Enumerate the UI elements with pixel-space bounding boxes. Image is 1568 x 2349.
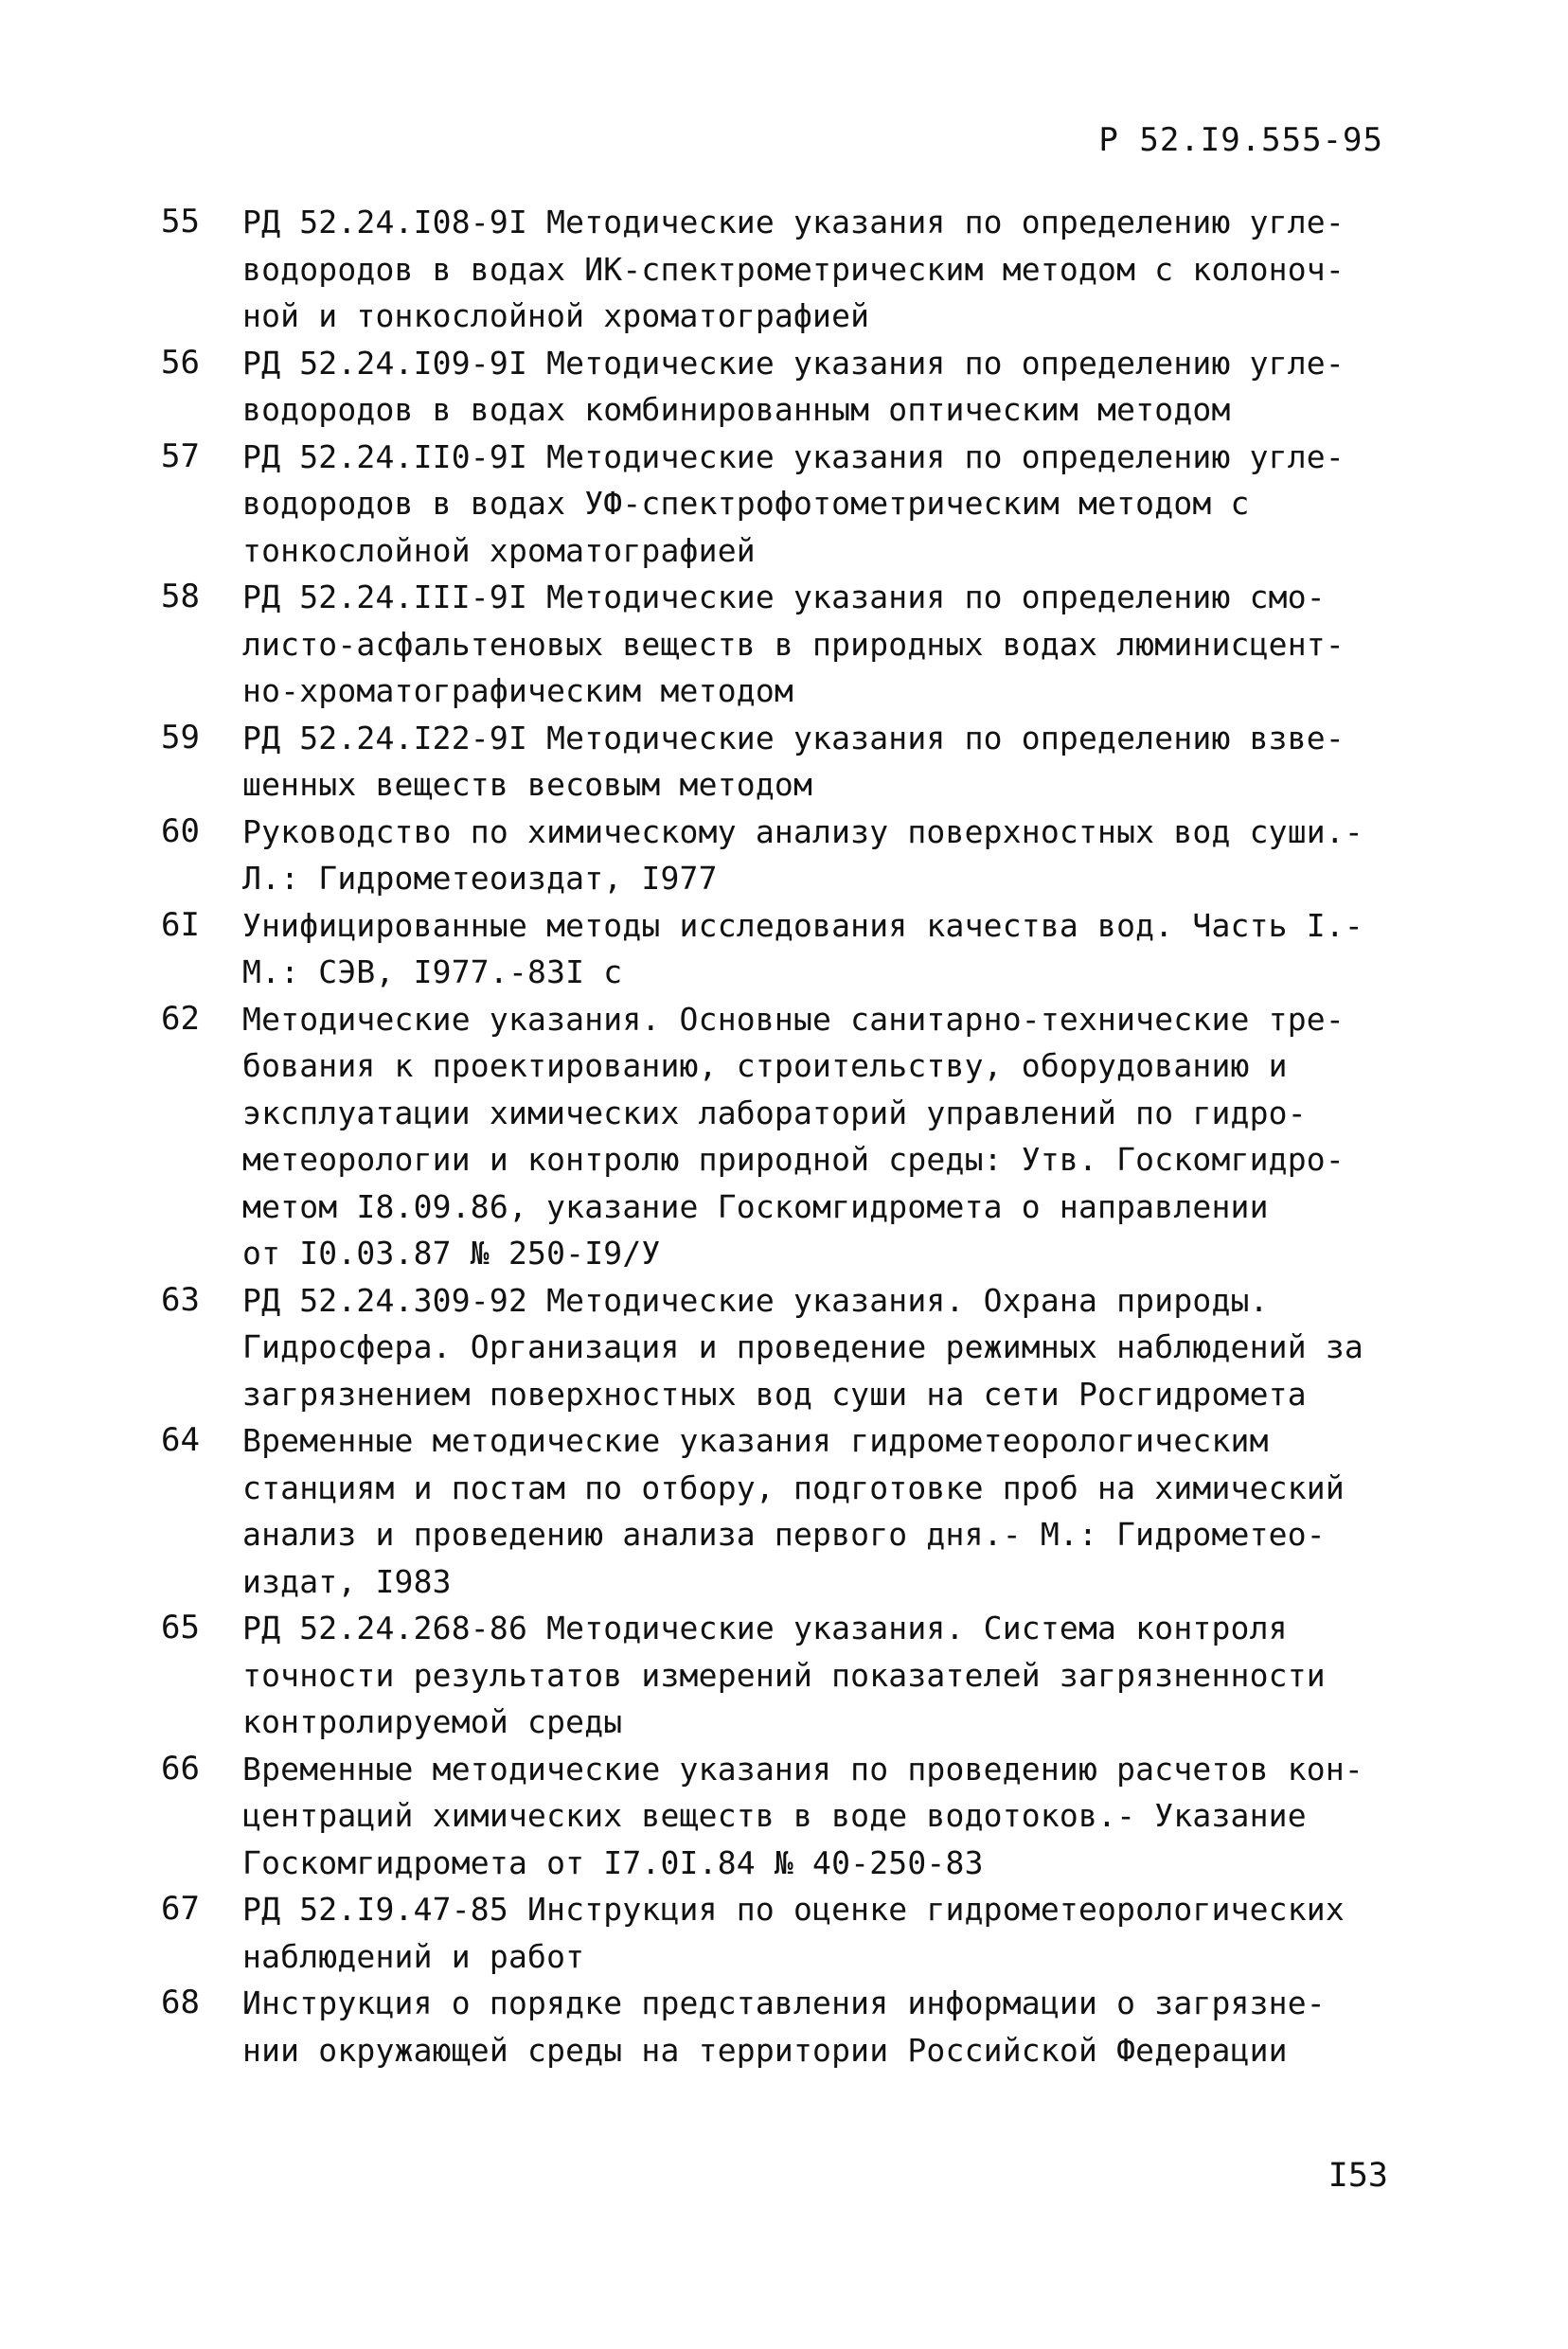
reference-item: [161, 199, 1411, 340]
reference-number: 64: [161, 1421, 200, 1459]
reference-item: [161, 809, 1411, 902]
reference-text: РД 52.24.I09-9I Методические указания по определению угле- водородов в водах комбинированным оптическим методом: [242, 344, 1345, 428]
reference-item: [161, 434, 1411, 575]
reference-item: [161, 1746, 1411, 1887]
reference-text: Инструкция о порядке представления информации о загрязне- нии окружающей среды на территории Российской Федерации: [242, 1984, 1326, 2069]
reference-item: [161, 574, 1411, 715]
reference-item: [161, 1886, 1411, 1980]
reference-text: РД 52.I9.47-85 Инструкция по оценке гидрометеорологических наблюдений и работ: [242, 1891, 1345, 1975]
reference-number: 6I: [161, 905, 200, 944]
reference-number: 56: [161, 343, 200, 382]
reference-number: 67: [161, 1890, 200, 1928]
reference-text: Унифицированные методы исследования качества вод. Часть I.- М.: СЭВ, I977.-83I с: [242, 906, 1363, 990]
reference-number: 68: [161, 1984, 200, 2021]
reference-number: 55: [161, 203, 200, 240]
reference-number: 63: [161, 1280, 200, 1319]
reference-list: [161, 199, 1411, 2073]
reference-item: [161, 996, 1411, 1277]
document-code: Р 52.I9.555-95: [1098, 121, 1383, 159]
reference-text: Методические указания. Основные санитарно-технические тре- бования к проектированию, строительству, оборудованию и эксплуатации химических лабораторий управлений по гидро- метеорологии и контролю природной среды: Утв. Госкомгидро- метом I8.09.86, указание Госкомгидромета о направлении от I0.03.87 № 250-I9/У: [242, 1000, 1345, 1272]
reference-text: Временные методические указания по проведению расчетов кон- центраций химических веществ в воде водотоков.- Указание Госкомгидромета от I7.0I.84 № 40-250-83: [242, 1750, 1363, 1881]
reference-number: 59: [161, 718, 200, 756]
reference-number: 66: [161, 1749, 200, 1788]
reference-text: РД 52.24.I22-9I Методические указания по определению взве- шенных веществ весовым методом: [242, 719, 1345, 803]
reference-item: [161, 715, 1411, 809]
reference-text: РД 52.24.II0-9I Методические указания по определению угле- водородов в водах УФ-спектрофотометрическим методом с тонкослойной хроматографией: [242, 437, 1345, 569]
page-number: I53: [1327, 2157, 1388, 2195]
reference-text: РД 52.24.268-86 Методические указания. Система контроля точности результатов измерений показателей загрязненности контролируемой среды: [242, 1610, 1326, 1740]
reference-text: РД 52.24.309-92 Методические указания. Охрана природы. Гидросфера. Организация и проведение режимных наблюдений за загрязнением поверхностных вод суши на сети Росгидромета: [242, 1281, 1363, 1413]
reference-item: [161, 1277, 1411, 1418]
reference-number: 58: [161, 578, 200, 615]
reference-item: [161, 1417, 1411, 1605]
reference-text: Временные методические указания гидрометеорологическим станциям и постам по отбору, подготовке проб на химический анализ и проведению анализа первого дня.- М.: Гидрометео- издат, I983: [242, 1422, 1345, 1600]
reference-text: Руководство по химическому анализу поверхностных вод суши.- Л.: Гидрометеоиздат, I977: [242, 812, 1363, 897]
reference-text: РД 52.24.III-9I Методические указания по определению смо- листо-асфальтеновых веществ в природных водах люминисцент- но-хроматографическим методом: [242, 578, 1345, 709]
reference-number: 65: [161, 1609, 200, 1646]
reference-item: [161, 1980, 1411, 2073]
reference-item: [161, 340, 1411, 434]
reference-item: [161, 1605, 1411, 1746]
reference-item: [161, 902, 1411, 996]
reference-number: 60: [161, 811, 200, 850]
reference-number: 57: [161, 436, 200, 475]
reference-text: РД 52.24.I08-9I Методические указания по определению угле- водородов в водах ИК-спектрометрическим методом с колоноч- ной и тонкослойной хроматографией: [242, 204, 1345, 334]
reference-number: 62: [161, 999, 200, 1038]
